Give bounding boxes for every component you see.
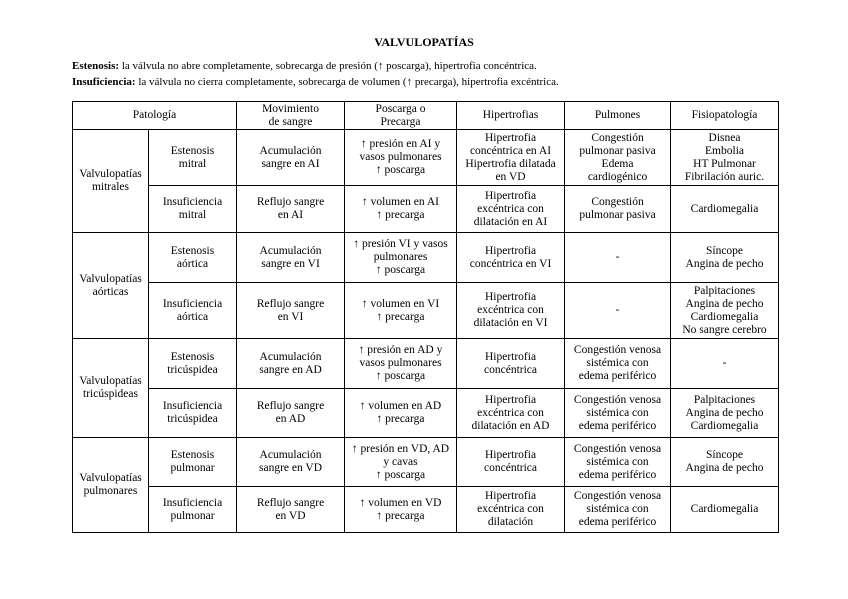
lungs-cell: Congestión venosa sistémica con edema periférico bbox=[565, 438, 671, 487]
definition-insuficiencia bbox=[72, 74, 559, 90]
pathophysiology-cell: Síncope Angina de pecho bbox=[671, 438, 779, 487]
load-cell: ↑ volumen en VD ↑ precarga bbox=[345, 487, 457, 533]
hypertrophy-cell: Hipertrofia concéntrica en AI Hipertrofia dilatada en VD bbox=[457, 130, 565, 186]
pathophysiology-cell: Síncope Angina de pecho bbox=[671, 233, 779, 283]
load-cell: ↑ presión VI y vasos pulmonares ↑ poscarga bbox=[345, 233, 457, 283]
pathology-cell: Estenosis pulmonar bbox=[149, 438, 237, 487]
blood-movement-cell: Acumulación sangre en VI bbox=[237, 233, 345, 283]
definition-estenosis bbox=[72, 58, 559, 74]
table-header-row bbox=[73, 102, 779, 130]
hypertrophy-cell: Hipertrofia excéntrica con dilatación en VI bbox=[457, 283, 565, 339]
group-label: Valvulopatías mitrales bbox=[73, 130, 149, 233]
pathology-cell: Insuficiencia aórtica bbox=[149, 283, 237, 339]
header-hipertrofias: Hipertrofias bbox=[457, 102, 565, 130]
header-fisiopatologia: Fisiopatología bbox=[671, 102, 779, 130]
load-cell: ↑ presión en AI y vasos pulmonares ↑ poscarga bbox=[345, 130, 457, 186]
header-pulmones: Pulmones bbox=[565, 102, 671, 130]
lungs-cell: Congestión venosa sistémica con edema periférico bbox=[565, 339, 671, 389]
lungs-cell: Congestión venosa sistémica con edema periférico bbox=[565, 389, 671, 438]
blood-movement-cell: Acumulación sangre en AI bbox=[237, 130, 345, 186]
header-patologia: Patología bbox=[73, 102, 237, 130]
definition-term: Estenosis: bbox=[72, 60, 120, 72]
lungs-cell: Congestión pulmonar pasiva bbox=[565, 186, 671, 233]
pathophysiology-cell: Disnea Embolia HT Pulmonar Fibrilación auric. bbox=[671, 130, 779, 186]
pathophysiology-cell: - bbox=[671, 339, 779, 389]
blood-movement-cell: Acumulación sangre en AD bbox=[237, 339, 345, 389]
hypertrophy-cell: Hipertrofia concéntrica en VI bbox=[457, 233, 565, 283]
group-label: Valvulopatías pulmonares bbox=[73, 438, 149, 533]
table-row bbox=[73, 487, 779, 533]
hypertrophy-cell: Hipertrofia excéntrica con dilatación en AI bbox=[457, 186, 565, 233]
hypertrophy-cell: Hipertrofia excéntrica con dilatación en AD bbox=[457, 389, 565, 438]
table-row bbox=[73, 283, 779, 339]
pathology-cell: Insuficiencia tricúspidea bbox=[149, 389, 237, 438]
pathology-cell: Insuficiencia mitral bbox=[149, 186, 237, 233]
pathology-cell: Estenosis mitral bbox=[149, 130, 237, 186]
hypertrophy-cell: Hipertrofia excéntrica con dilatación bbox=[457, 487, 565, 533]
load-cell: ↑ volumen en AI ↑ precarga bbox=[345, 186, 457, 233]
table-row bbox=[73, 186, 779, 233]
pathophysiology-cell: Palpitaciones Angina de pecho Cardiomegalia bbox=[671, 389, 779, 438]
definition-text: la válvula no cierra completamente, sobrecarga de volumen (↑ precarga), hipertrofia excéntrica. bbox=[138, 76, 559, 88]
definition-text: la válvula no abre completamente, sobrecarga de presión (↑ poscarga), hipertrofia concéntrica. bbox=[121, 60, 537, 72]
blood-movement-cell: Acumulación sangre en VD bbox=[237, 438, 345, 487]
table-row bbox=[73, 233, 779, 283]
table-row bbox=[73, 438, 779, 487]
hypertrophy-cell: Hipertrofia concéntrica bbox=[457, 339, 565, 389]
valvulopathy-table bbox=[72, 101, 779, 533]
lungs-cell: - bbox=[565, 233, 671, 283]
group-label: Valvulopatías aórticas bbox=[73, 233, 149, 339]
pathology-cell: Estenosis tricúspidea bbox=[149, 339, 237, 389]
lungs-cell: - bbox=[565, 283, 671, 339]
pathophysiology-cell: Palpitaciones Angina de pecho Cardiomegalia No sangre cerebro bbox=[671, 283, 779, 339]
definition-term: Insuficiencia: bbox=[72, 76, 136, 88]
definitions bbox=[72, 58, 559, 90]
pathophysiology-cell: Cardiomegalia bbox=[671, 186, 779, 233]
header-carga: Poscarga o Precarga bbox=[345, 102, 457, 130]
group-label: Valvulopatías tricúspideas bbox=[73, 339, 149, 438]
blood-movement-cell: Reflujo sangre en VI bbox=[237, 283, 345, 339]
table-row bbox=[73, 339, 779, 389]
pathology-cell: Estenosis aórtica bbox=[149, 233, 237, 283]
load-cell: ↑ presión en VD, AD y cavas ↑ poscarga bbox=[345, 438, 457, 487]
blood-movement-cell: Reflujo sangre en VD bbox=[237, 487, 345, 533]
load-cell: ↑ presión en AD y vasos pulmonares ↑ poscarga bbox=[345, 339, 457, 389]
blood-movement-cell: Reflujo sangre en AD bbox=[237, 389, 345, 438]
hypertrophy-cell: Hipertrofia concéntrica bbox=[457, 438, 565, 487]
page-title: VALVULOPATÍAS bbox=[374, 35, 474, 49]
blood-movement-cell: Reflujo sangre en AI bbox=[237, 186, 345, 233]
table-row bbox=[73, 130, 779, 186]
pathophysiology-cell: Cardiomegalia bbox=[671, 487, 779, 533]
load-cell: ↑ volumen en VI ↑ precarga bbox=[345, 283, 457, 339]
load-cell: ↑ volumen en AD ↑ precarga bbox=[345, 389, 457, 438]
table-row bbox=[73, 389, 779, 438]
lungs-cell: Congestión pulmonar pasiva Edema cardiogénico bbox=[565, 130, 671, 186]
lungs-cell: Congestión venosa sistémica con edema periférico bbox=[565, 487, 671, 533]
header-movimiento: Movimiento de sangre bbox=[237, 102, 345, 130]
pathology-cell: Insuficiencia pulmonar bbox=[149, 487, 237, 533]
